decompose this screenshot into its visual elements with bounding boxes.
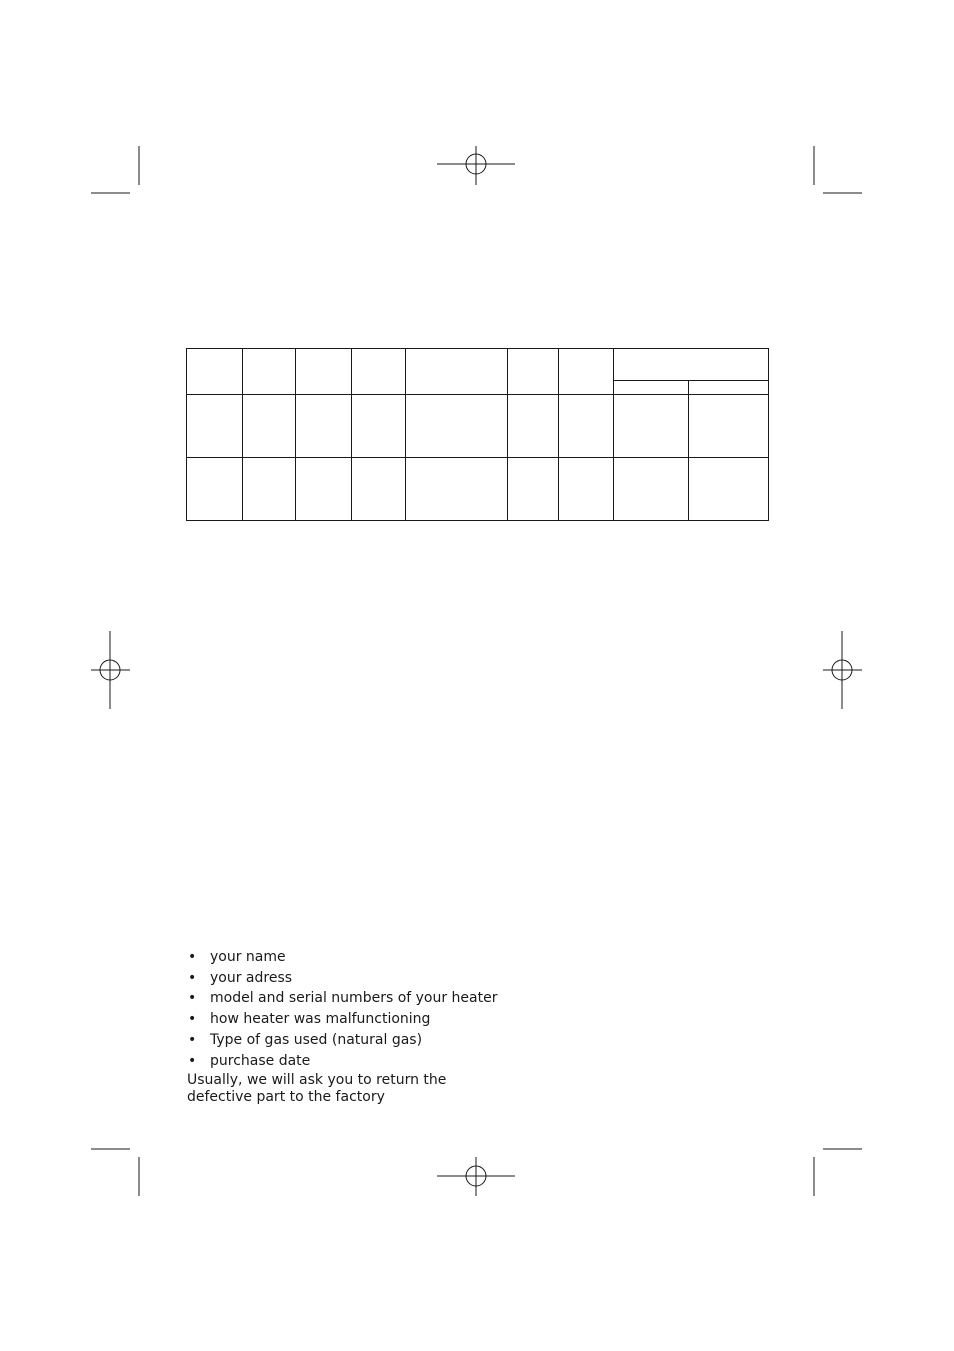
bullet: •: [188, 1011, 197, 1028]
table-cell: [296, 458, 352, 521]
table-cell: [614, 458, 689, 521]
registration-mark-bottom: [437, 1157, 515, 1196]
list-item-text: model and serial numbers of your heater: [210, 990, 498, 1007]
list-item-text: your name: [210, 949, 286, 965]
table-cell: [296, 395, 352, 458]
bullet: •: [188, 969, 197, 986]
table-cell: [187, 458, 243, 521]
table-header-group-cell: [614, 349, 769, 381]
table-header-cell: [296, 349, 352, 395]
table-cell: [689, 395, 769, 458]
specification-table: [186, 348, 769, 521]
list-item: [186, 968, 498, 989]
table-cell: [406, 395, 508, 458]
required-information-list: [186, 947, 498, 1071]
bullet: •: [188, 949, 197, 965]
list-item: [186, 988, 498, 1009]
table-row: [187, 395, 769, 458]
table-cell: [352, 395, 406, 458]
table-header-row: [187, 349, 769, 381]
table-cell: [187, 395, 243, 458]
table-header-cell: [243, 349, 296, 395]
list-item: [186, 1030, 498, 1051]
registration-mark-right: [823, 631, 862, 709]
list-item-text: your adress: [210, 969, 293, 986]
table-row: [187, 458, 769, 521]
table-cell: [508, 395, 559, 458]
table-cell: [406, 458, 508, 521]
list-item: [186, 947, 498, 968]
table-header-cell: [352, 349, 406, 395]
table-header-cell: [406, 349, 508, 395]
table-cell: [559, 458, 614, 521]
bullet: •: [188, 1031, 197, 1048]
bullet: •: [188, 1052, 197, 1069]
bullet: •: [188, 990, 197, 1007]
table-cell: [614, 395, 689, 458]
table-header-cell: [187, 349, 243, 395]
table-cell: [352, 458, 406, 521]
table-header-cell: [508, 349, 559, 395]
table-cell: [243, 395, 296, 458]
list-item-text: purchase date: [210, 1052, 311, 1069]
registration-mark-top: [437, 146, 515, 185]
list-item: [186, 1009, 498, 1030]
registration-mark-left: [91, 631, 130, 709]
table-header-cell: [559, 349, 614, 395]
list-item-text: how heater was malfunctioning: [210, 1011, 431, 1028]
table-cell: [559, 395, 614, 458]
list-item: [186, 1051, 498, 1072]
table-cell: [243, 458, 296, 521]
list-item-text: Type of gas used (natural gas): [210, 1031, 423, 1048]
table-cell: [508, 458, 559, 521]
table-subheader-cell: [689, 381, 769, 395]
table-subheader-cell: [614, 381, 689, 395]
return-part-note: Usually, we will ask you to return the defective part to the factory: [187, 1072, 447, 1105]
table-cell: [689, 458, 769, 521]
